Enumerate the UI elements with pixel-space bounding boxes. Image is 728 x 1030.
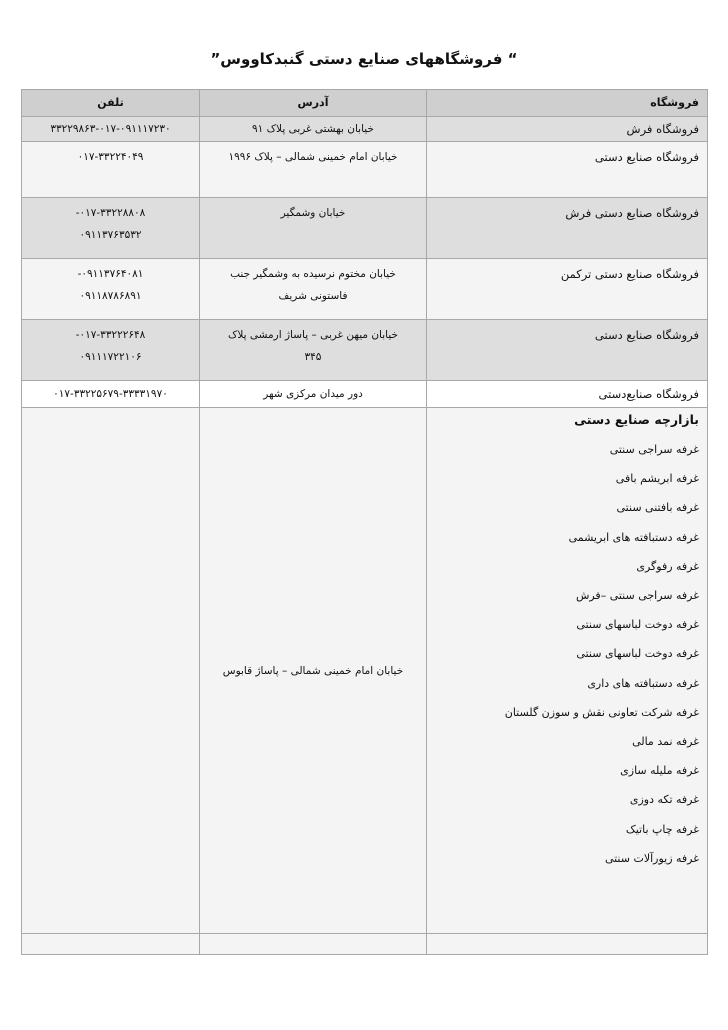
bazaar-phone — [22, 408, 200, 934]
phone-line: -۰۱۷-۳۳۲۲۲۶۴۸ — [75, 329, 146, 341]
bazaar-item: غرفه تکه دوزی — [629, 793, 699, 807]
shop-phone — [22, 320, 200, 381]
shop-address: خیابان بهشتی غربی پلاک ۹۱ — [200, 117, 427, 142]
bazaar-item: غرفه دستبافته های داری — [587, 676, 699, 690]
header-address: آدرس — [200, 90, 427, 117]
table-row-empty — [22, 934, 708, 955]
table-row — [22, 117, 708, 142]
bazaar-item: غرفه دستبافته های ابریشمی — [568, 530, 699, 544]
shop-phone — [22, 259, 200, 320]
table-row — [22, 320, 708, 381]
shop-address: خیابان وشمگیر — [200, 198, 427, 259]
bazaar-item: غرفه دوخت لباسهای سنتی — [576, 618, 699, 632]
table-row — [22, 198, 708, 259]
empty-cell — [200, 934, 427, 955]
shop-phone: ۳۳۲۲۹۸۶۳-۰۱۷-۰۹۱۱۱۷۲۳۰ — [22, 117, 200, 142]
empty-cell — [22, 934, 200, 955]
table-row — [22, 142, 708, 198]
shop-name: فروشگاه صنایع دستی — [427, 142, 708, 198]
bazaar-address: خیابان امام خمینی شمالی – پاساژ قابوس — [200, 408, 427, 934]
phone-line: ۰۹۱۱۱۷۲۲۱۰۶ — [79, 351, 142, 363]
bazaar-item: غرفه نمد مالی — [632, 735, 699, 749]
shop-name: فروشگاه صنایع دستی فرش — [427, 198, 708, 259]
table-header-row — [22, 90, 708, 117]
shop-name: فروشگاه صنایع دستی ترکمن — [427, 259, 708, 320]
address-line: خیابان مختوم نرسیده به وشمگیر جنب — [230, 268, 396, 280]
shop-phone — [22, 198, 200, 259]
table-row-bazaar — [22, 408, 708, 934]
bazaar-item: غرفه دوخت لباسهای سنتی — [576, 647, 699, 661]
shop-address — [200, 320, 427, 381]
bazaar-item: غرفه زیورآلات سنتی — [604, 851, 699, 865]
table-row — [22, 259, 708, 320]
bazaar-item: غرفه رفوگری — [636, 559, 699, 573]
bazaar-item: غرفه ملیله سازی — [620, 764, 699, 778]
phone-line: ۰۹۱۱۳۷۶۳۵۳۲ — [79, 229, 142, 241]
shop-address: خیابان امام خمینی شمالی – پلاک ۱۹۹۶ — [200, 142, 427, 198]
shop-name: فروشگاه فرش — [427, 117, 708, 142]
empty-cell — [427, 934, 708, 955]
shop-name: فروشگاه صنایع‌دستی — [427, 381, 708, 408]
bazaar-cell — [427, 408, 708, 934]
bazaar-item: غرفه چاپ باتیک — [625, 822, 699, 836]
address-line: فاستونی شریف — [278, 290, 348, 302]
bazaar-item: غرفه شرکت تعاونی نقش و سوزن گلستان — [504, 705, 699, 719]
bazaar-item: غرفه سراجی سنتی — [609, 443, 699, 456]
phone-line: -۰۹۱۱۳۷۶۴۰۸۱ — [77, 268, 144, 280]
table-row — [22, 381, 708, 408]
shop-address — [200, 259, 427, 320]
phone-line: -۰۱۷-۳۳۲۲۸۸۰۸ — [75, 207, 146, 219]
phone-line: ۰۹۱۱۸۷۸۶۸۹۱ — [79, 290, 142, 302]
shop-name: فروشگاه صنایع دستی — [427, 320, 708, 381]
header-shop: فروشگاه — [427, 90, 708, 117]
header-phone: تلفن — [22, 90, 200, 117]
bazaar-item: غرفه بافتنی سنتی — [616, 501, 699, 515]
bazaar-item: غرفه ابریشم بافی — [615, 472, 699, 486]
bazaar-heading: بازارچه صنایع دستی — [574, 412, 699, 427]
address-line: ۳۴۵ — [304, 351, 322, 363]
shops-table — [21, 89, 708, 955]
bazaar-item: غرفه سراجی سنتی –فرش — [575, 589, 699, 603]
shop-address: دور میدان مرکزی شهر — [200, 381, 427, 408]
shop-phone: ۰۱۷-۳۳۲۲۵۶۷۹-۳۳۳۳۱۹۷۰ — [22, 381, 200, 408]
address-line: خیابان میهن غربی – پاساژ ارمشی پلاک — [227, 329, 399, 341]
shop-phone: ۰۱۷-۳۳۲۲۴۰۴۹ — [22, 142, 200, 198]
page-title: “ فروشگاههای صنایع دستی گنبدکاووس” — [210, 50, 518, 68]
